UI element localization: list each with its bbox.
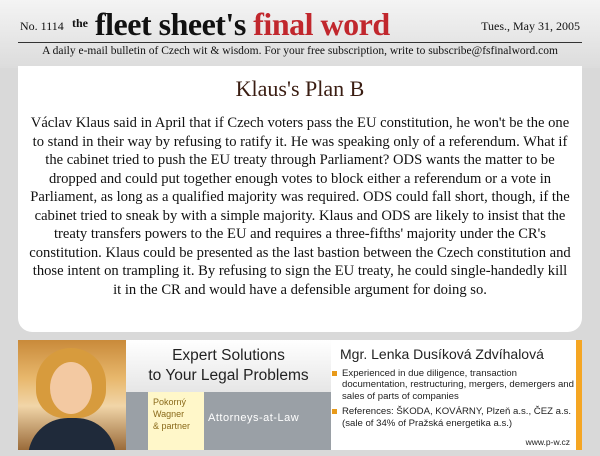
ad-banner[interactable]: [18, 340, 582, 450]
firm-name-1: Pokorný: [153, 397, 187, 407]
lawyer-photo: [18, 340, 126, 450]
lawyer-name: Mgr. Lenka Dusíková Zdvíhalová: [340, 346, 544, 362]
article-card: [18, 66, 582, 332]
logo-final-word: final word: [253, 6, 390, 42]
ad-slogan-line2: to Your Legal Problems: [148, 367, 309, 384]
ad-slogan-line1: Expert Solutions: [172, 347, 285, 364]
ad-bullet: [332, 406, 576, 429]
masthead-divider: [18, 42, 582, 43]
bullet-square-icon: [332, 371, 337, 376]
article-headline: Klaus's Plan B: [235, 76, 365, 101]
logo: [95, 6, 390, 42]
ad-bullet: [332, 368, 576, 402]
tagline: A daily e-mail bulletin of Czech wit & wisdom. For your free subscription, write to subscribe@fsfinalword.com: [42, 45, 558, 57]
ad-slogan: [126, 340, 331, 392]
firm-logo: [148, 392, 204, 450]
masthead: [0, 0, 600, 68]
bullet-square-icon: [332, 409, 337, 414]
issue-number: No. 1114: [20, 19, 64, 33]
logo-the: the: [72, 16, 88, 30]
ad-website-link[interactable]: www.p-w.cz: [525, 437, 570, 447]
firm-name-2: Wagner: [153, 409, 185, 419]
attorneys-label: Attorneys-at-Law: [208, 412, 300, 424]
logo-fleet-sheet: fleet sheet's: [95, 6, 246, 42]
ad-accent-bar: [576, 340, 582, 450]
ad-bullet-text: Experienced in due diligence, transaction documentation, restructuring, mergers, demergers and sales of parts of companies: [342, 368, 574, 402]
issue-date: Tues., May 31, 2005: [481, 19, 580, 33]
photo-suit: [28, 418, 116, 450]
firm-name-3: & partner: [153, 421, 191, 431]
ad-bullet-list: [332, 368, 576, 433]
ad-bullet-text: References: ŠKODA, KOVÁRNY, Plzeň a.s., ČEZ a.s. (sale of 34% of Pražská energetika a.s.): [342, 406, 572, 429]
article-body: Václav Klaus said in April that if Czech voters pass the EU constitution, he won't be the one to stand in their way by refusing to ratify it. He was speaking only of a referendum. What if the cabinet tried to push the EU treaty through Parliament? ODS wants the matter to be dropped and could put together enough votes to block either a referendum or a vote in Parliament, as long as a qualified majority was required. ODS could fall short, though, if the cabinet tried to sneak by with a simple majority. Klaus and ODS are likely to insist that the treaty transfers powers to the EU and requires a three-fifths' majority under the CR's constitution. Klaus could be presented as the last bastion between the Czech constitution and those intent on trampling it. By refusing to sign the EU treaty, he could single-handedly kill it in the CR and would have a defensible argument for doing so.: [29, 115, 571, 298]
photo-face: [50, 362, 92, 414]
